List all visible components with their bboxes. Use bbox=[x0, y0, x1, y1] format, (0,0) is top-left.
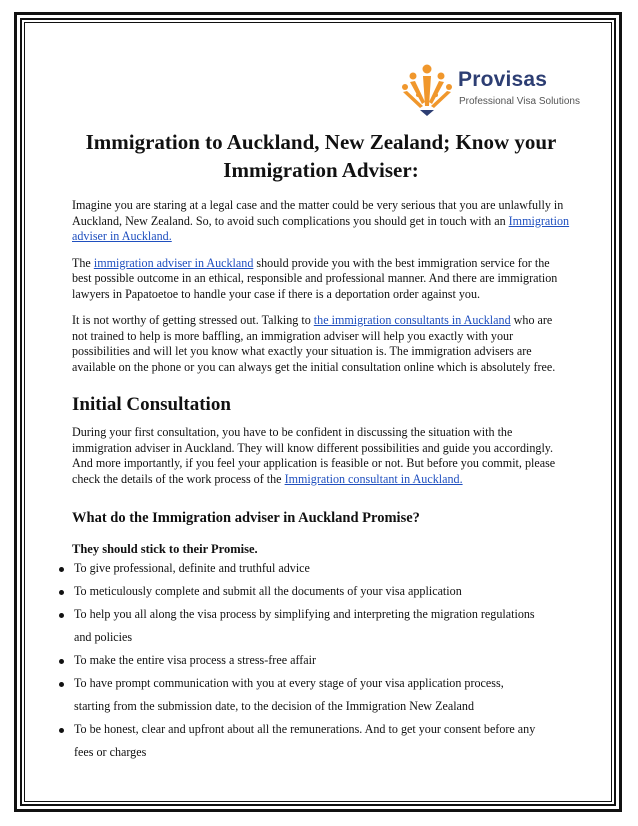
list-item bbox=[0, 718, 539, 764]
intro-paragraph-3 bbox=[72, 313, 570, 375]
intro-p3-pre: It is not worthy of getting stressed out. Talking to bbox=[72, 313, 314, 327]
bullet-icon bbox=[59, 728, 64, 733]
brand-name: Provisas bbox=[458, 68, 548, 91]
link-immigration-consultants[interactable]: the immigration consultants in Auckland bbox=[313, 313, 511, 327]
provisas-logo-mark bbox=[398, 62, 456, 118]
link-immigration-adviser[interactable]: Immigration adviser in Auckland. bbox=[72, 213, 570, 243]
bullet-icon bbox=[59, 567, 64, 572]
document-body bbox=[72, 128, 570, 575]
link-immigration-adviser-auckland[interactable]: immigration adviser in Auckland bbox=[93, 255, 254, 270]
consultation-heading: Initial Consultation bbox=[72, 394, 231, 415]
intro-p2-text: should provide you with the best immigration service for the best possible outcome in an ethical, responsible and professional manner. And there are immigration lawyers in Papatoetoe to handle your case if there is a deportation order against you. bbox=[72, 255, 558, 301]
bullet-icon bbox=[59, 590, 64, 595]
page-title: Immigration to Auckland, New Zealand; Know your Immigration Adviser: bbox=[85, 130, 557, 182]
intro-p2-pre: The bbox=[72, 255, 94, 270]
intro-p3-text: who are not trained to help is more baffling, an immigration adviser will help you exactly with your possibilities and will let you know what exactly your situation is. The immigration advisers are available on the phone or you can always get the initial consultation online which is absolutely free. bbox=[72, 313, 556, 374]
provisas-logo bbox=[398, 62, 578, 122]
list-item bbox=[0, 603, 539, 649]
promise-list bbox=[0, 557, 638, 764]
list-item bbox=[0, 672, 539, 718]
bullet-icon bbox=[59, 659, 64, 664]
list-item-text: To have prompt communication with you at every stage of your visa application process, starting from the submission date, to the decision of the Immigration New Zealand bbox=[74, 676, 504, 713]
list-item-text: To give professional, definite and truthful advice bbox=[74, 561, 310, 575]
list-item bbox=[0, 557, 539, 580]
list-item-text: To be honest, clear and upfront about all the remunerations. And to get your consent before any fees or charges bbox=[74, 722, 536, 759]
link-immigration-consultant[interactable]: Immigration consultant in Auckland. bbox=[284, 471, 463, 486]
promise-heading: What do the Immigration adviser in Auckland Promise? bbox=[72, 510, 420, 526]
intro-p1-text: Imagine you are staring at a legal case and the matter could be very serious that you are unlawfully in Auckland, New Zealand. So, to avoid such complications you should get in touch with an bbox=[72, 198, 564, 228]
list-item-text: To help you all along the visa process by simplifying and interpreting the migration regulations and policies bbox=[74, 607, 535, 644]
intro-paragraph-2 bbox=[72, 256, 570, 303]
promise-subheading: They should stick to their Promise. bbox=[72, 542, 258, 556]
consultation-paragraph bbox=[72, 425, 570, 487]
bullet-icon bbox=[59, 613, 64, 618]
list-item bbox=[0, 649, 539, 672]
list-item-text: To make the entire visa process a stress-free affair bbox=[74, 653, 317, 667]
list-item bbox=[0, 580, 539, 603]
list-item-text: To meticulously complete and submit all the documents of your visa application bbox=[74, 584, 462, 598]
consultation-text: During your first consultation, you have to be confident in discussing the situation with the immigration adviser in Auckland. They will know different possibilities and guide you accordingly. And more importantly, if you feel your application is feasible or not. But before you commit, please check the details of the work process of the bbox=[72, 425, 556, 486]
bullet-icon bbox=[59, 682, 64, 687]
intro-paragraph-1 bbox=[72, 198, 570, 245]
brand-tagline: Professional Visa Solutions bbox=[459, 96, 580, 107]
